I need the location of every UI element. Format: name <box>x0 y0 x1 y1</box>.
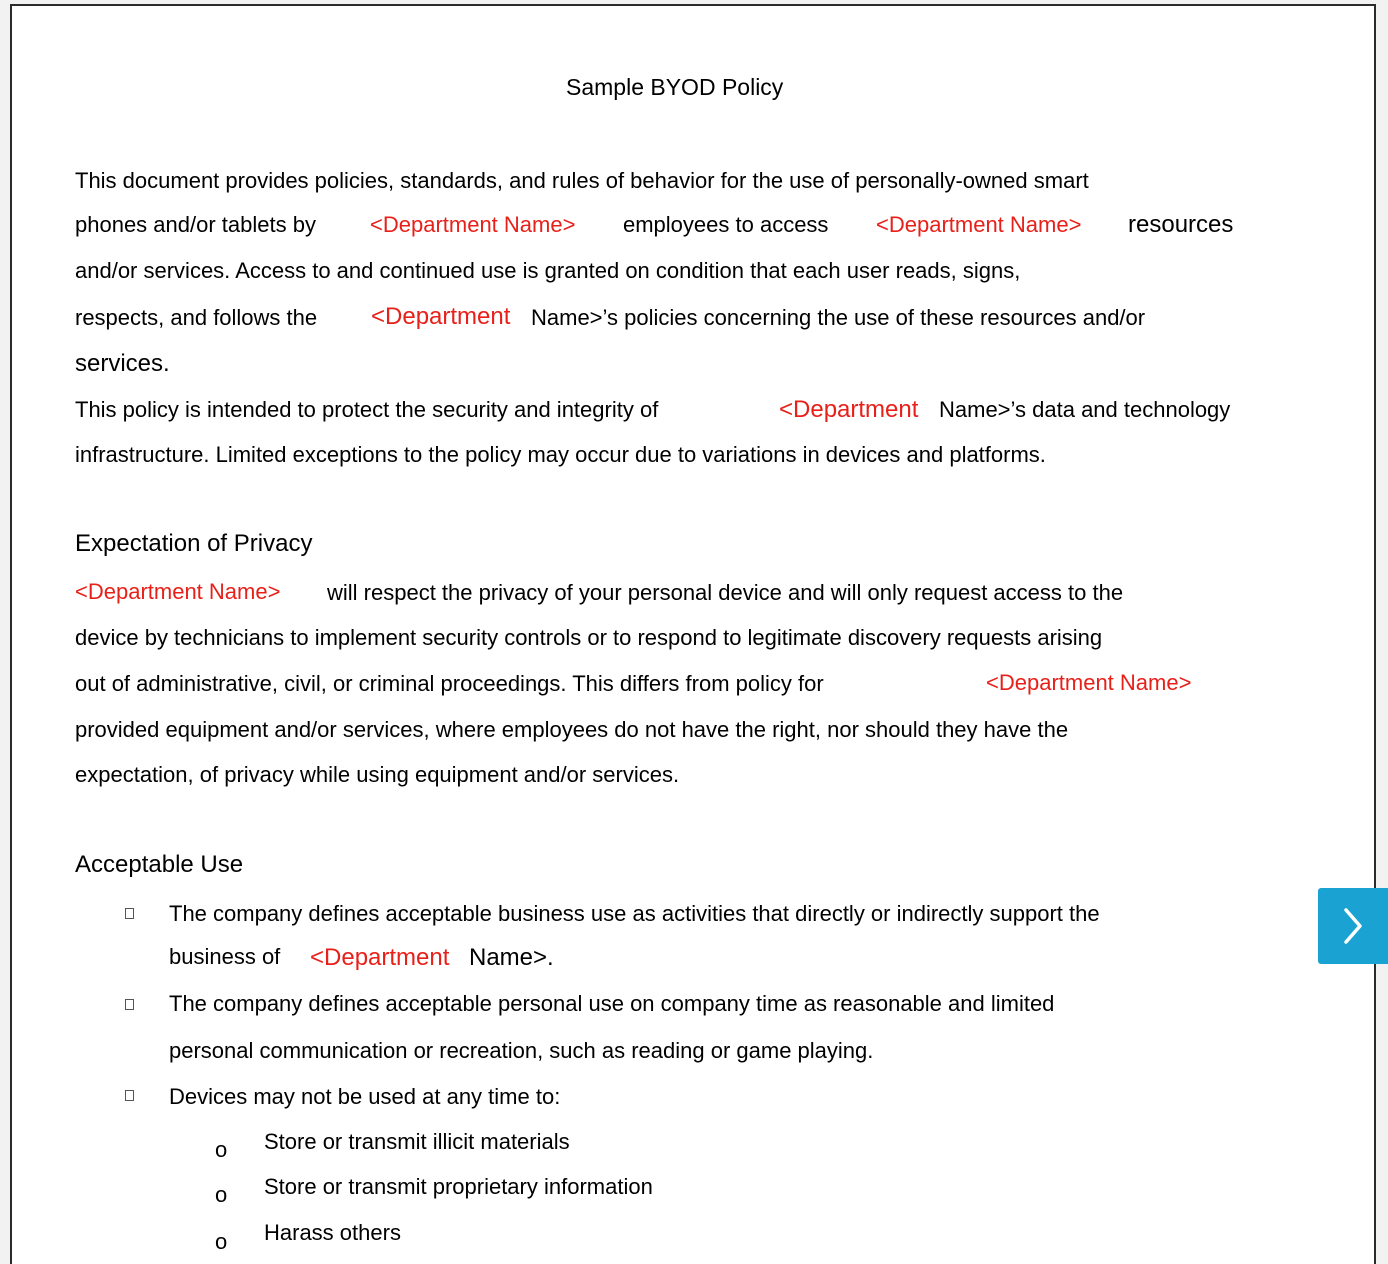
privacy-heading: Expectation of Privacy <box>75 530 313 557</box>
privacy-line-4: provided equipment and/or services, where employees do not have the right, nor should they have the <box>75 717 1069 742</box>
acceptable-use-item-1-line-2-end: Name>. <box>469 944 554 971</box>
intro-line-2-end: resources <box>1128 211 1234 238</box>
acceptable-use-heading: Acceptable Use <box>75 851 244 878</box>
intro-line-3: and/or services. Access to and continued use is granted on condition that each user reads, signs, <box>75 258 1021 283</box>
next-page-button[interactable] <box>1318 888 1388 964</box>
acceptable-use-item-3: Devices may not be used at any time to: <box>169 1084 561 1109</box>
department-placeholder-part: <Department <box>371 303 511 330</box>
intro-line-2-start: phones and/or tablets by <box>75 212 316 237</box>
department-placeholder-part: <Department <box>310 944 450 971</box>
sub-list-item: Harass others <box>264 1220 401 1245</box>
department-placeholder: <Department Name> <box>75 579 281 604</box>
department-placeholder-part: <Department <box>779 396 919 423</box>
page-title: Sample BYOD Policy <box>566 74 784 100</box>
sub-list-item: Store or transmit proprietary information <box>264 1174 653 1199</box>
acceptable-use-item-2-line-2: personal communication or recreation, such as reading or game playing. <box>169 1038 874 1063</box>
sub-bullet-marker: o <box>215 1229 228 1254</box>
intro-line-1: This document provides policies, standards, and rules of behavior for the use of personally-owned smart <box>75 168 1089 193</box>
acceptable-use-item-2-line-1: The company defines acceptable personal use on company time as reasonable and limited <box>169 991 1055 1016</box>
department-placeholder: <Department Name> <box>876 212 1082 237</box>
acceptable-use-item-1-line-1: The company defines acceptable business use as activities that directly or indirectly support the <box>169 901 1100 926</box>
privacy-line-5: expectation, of privacy while using equipment and/or services. <box>75 762 680 787</box>
intro-line-7: infrastructure. Limited exceptions to the policy may occur due to variations in devices and platforms. <box>75 442 1046 467</box>
bullet-icon <box>125 1090 134 1101</box>
acceptable-use-item-1-line-2-start: business of <box>169 944 281 969</box>
intro-line-6-start: This policy is intended to protect the security and integrity of <box>75 397 659 422</box>
bullet-icon <box>125 908 134 919</box>
sub-bullet-marker: o <box>215 1137 228 1162</box>
intro-line-6-end: Name>’s data and technology <box>939 397 1231 422</box>
department-placeholder: <Department Name> <box>986 670 1192 695</box>
bullet-icon <box>125 999 134 1010</box>
sub-bullet-marker: o <box>215 1182 228 1207</box>
chevron-right-icon <box>1340 906 1366 946</box>
sub-list-item: Store or transmit illicit materials <box>264 1129 570 1154</box>
intro-line-5: services. <box>75 350 170 377</box>
privacy-line-2: device by technicians to implement security controls or to respond to legitimate discovery requests arising <box>75 625 1103 650</box>
department-placeholder: <Department Name> <box>370 212 576 237</box>
intro-line-4-end: Name>’s policies concerning the use of these resources and/or <box>531 305 1146 330</box>
intro-line-2-middle: employees to access <box>623 212 829 237</box>
privacy-line-1: will respect the privacy of your personal device and will only request access to the <box>327 580 1124 605</box>
privacy-line-3: out of administrative, civil, or criminal proceedings. This differs from policy for <box>75 671 824 696</box>
intro-line-4-start: respects, and follows the <box>75 305 318 330</box>
